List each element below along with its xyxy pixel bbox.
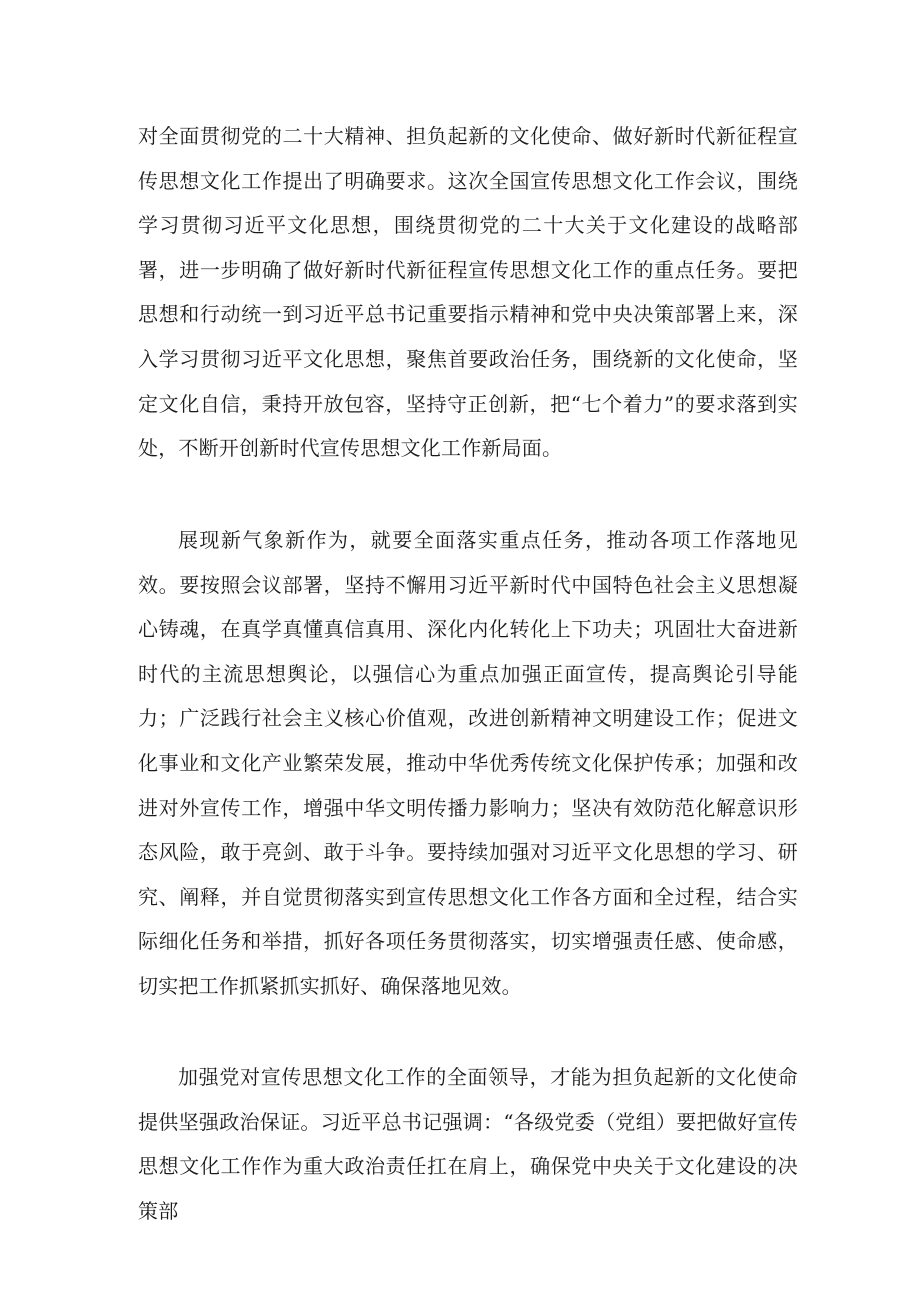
paragraph-continuation: 对全面贯彻党的二十大精神、担负起新的文化使命、做好新时代新征程宣传思想文化工作提出了明确要求。这次全国宣传思想文化工作会议，围绕学习贯彻习近平文化思想，围绕贯彻党的二十大关于文化建设的战略部署，进一步明确了做好新时代新征程宣传思想文化工作的重点任务。要把思想和行动统一到习近平总书记重要指示精神和党中央决策部署上来，深入学习贯彻习近平文化思想，聚焦首要政治任务，围绕新的文化使命，坚定文化自信，秉持开放包容，坚持守正创新，把“七个着力”的要求落到实处，不断开创新时代宣传思想文化工作新局面。 — [138, 124, 798, 461]
paragraph-key-tasks: 展现新气象新作为，就要全面落实重点任务，推动各项工作落地见效。要按照会议部署，坚持不懈用习近平新时代中国特色社会主义思想凝心铸魂，在真学真懂真信真用、深化内化转化上下功夫；巩固壮大奋进新时代的主流思想舆论，以强信心为重点加强正面宣传，提高舆论引导能力；广泛践行社会主义核心价值观，改进创新精神文明建设工作；促进文化事业和文化产业繁荣发展，推动中华优秀传统文化保护传承；加强和改进对外宣传工作，增强中华文明传播力影响力；坚决有效防范化解意识形态风险，敢于亮剑、敢于斗争。要持续加强对习近平文化思想的学习、研究、阐释，并自觉贯彻落实到宣传思想文化工作各方面和全过程，结合实际细化任务和举措，抓好各项任务贯彻落实，切实增强责任感、使命感，切实把工作抓紧抓实抓好、确保落地见效。 — [138, 528, 798, 998]
paragraph-party-leadership: 加强党对宣传思想文化工作的全面领导，才能为担负起新的文化使命提供坚强政治保证。习近平总书记强调：“各级党委（党组）要把做好宣传思想文化工作作为重大政治责任扛在肩上，确保党中央关于文化建设的决策部 — [138, 1065, 798, 1223]
